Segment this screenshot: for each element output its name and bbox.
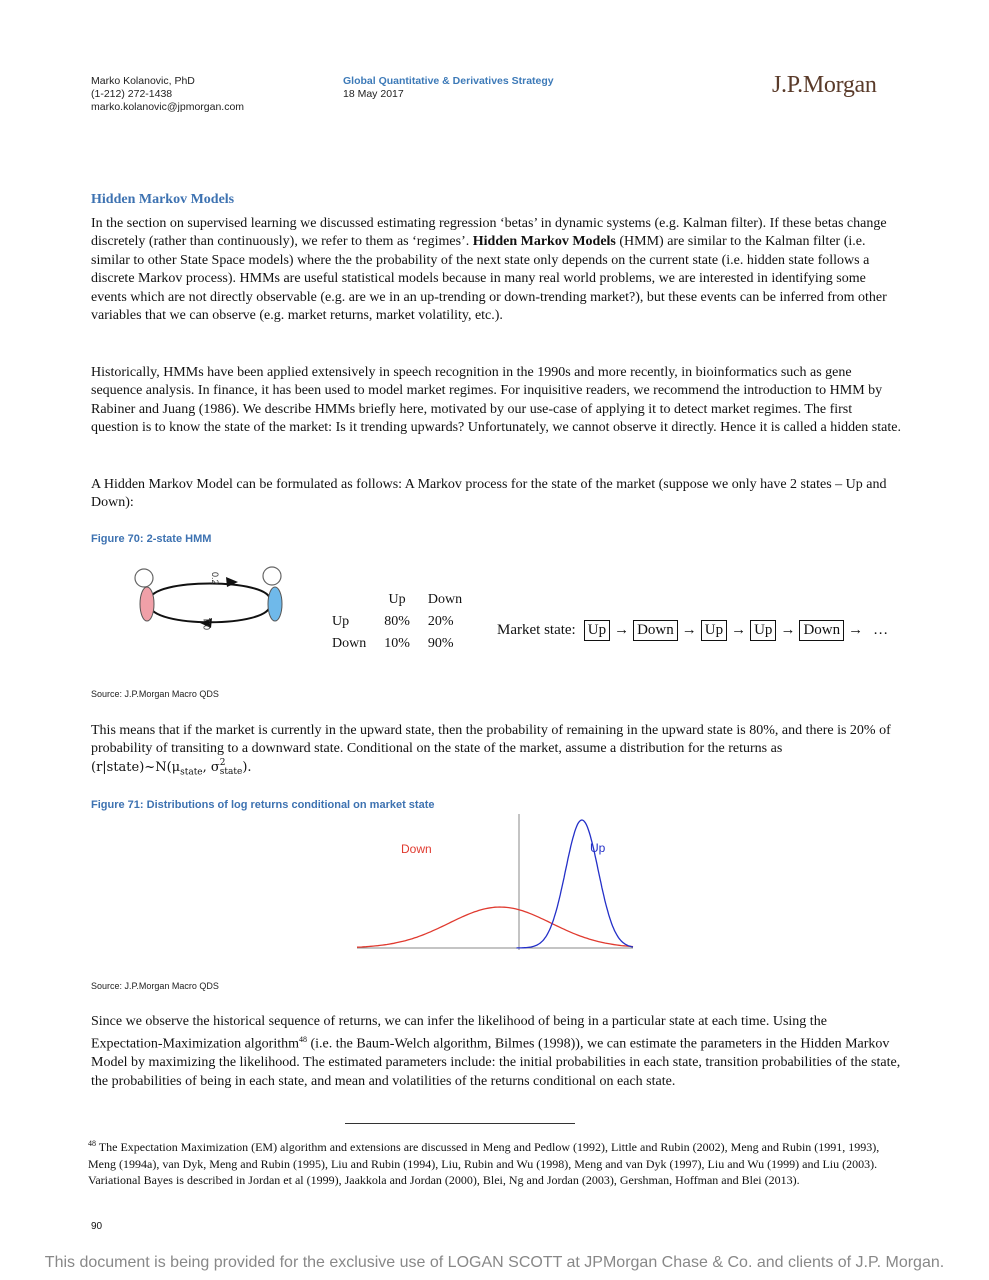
matrix-cell: 10% (384, 636, 410, 651)
paragraph-4 (91, 722, 901, 782)
author-email: marko.kolanovic@jpmorgan.com (91, 101, 245, 113)
state-node-down (140, 587, 154, 621)
state-node-up (268, 587, 282, 621)
figure-70-source: Source: J.P.Morgan Macro QDS (91, 689, 219, 699)
author-block (91, 75, 244, 114)
usage-notice: This document is being provided for the exclusive use of LOGAN SCOTT at JPMorgan Chase & Co. and clients of J.P. Morgan. (44, 1254, 945, 1271)
paragraph-5-text-b: (i.e. the Baum-Welch algorithm, Bilmes (1998)), we can estimate the parameters in the Hidden Markov Model by maximizing the likelihood. The estimated parameters include: the initial probabilities in each state, transition probabilities of the state, the probabilities of being in each state, and mean and volatilities of the returns conditional on each state. (91, 1037, 901, 1089)
paragraph-1-text-b: (HMM) are similar to the Kalman filter (i.e. similar to other State Space models) where the the probability of the next state only depends on the current state (i.e. hidden state follows a discrete Markov process). HMMs are useful statistical models because in many real world problems, we are interested in identifying some events which are not directly observable (e.g. are we in an up-trending or down-trending market?), but these events can be inferred from other variables that we can observe (e.g. market returns, market volatility, etc.). (91, 234, 887, 324)
paragraph-4-text: This means that if the market is currently in the upward state, then the probability of remaining in the upward state is 80%, and there is 20% of probability of transiting to a downward state. Conditional on the state of the market, assume a distribution for the returns as (91, 723, 891, 757)
hmm-state-diagram (120, 560, 300, 645)
matrix-row-label: Down (332, 636, 367, 651)
figure-71-title: Figure 71: Distributions of log returns conditional on market state (91, 799, 435, 811)
footnote (88, 1136, 900, 1189)
author-name: Marko Kolanovic, PhD (91, 75, 195, 87)
paragraph-5-text-a: Since we observe the historical sequence of returns, we can infer the likelihood of being in a particular state at each time. Using the Expectation-Maximization algorithm (91, 1014, 827, 1053)
series-line-down (357, 907, 633, 947)
footnote-text: The Expectation Maximization (EM) algorithm and extensions are discussed in Meng and Pedlow (1992), Little and Rubin (2002), Meng and Rubin (1991, 1993), Meng (1994a), van Dyk, Meng and Rubin (1995), Liu and Rubin (1994), Liu, Rubin and Wu (1998), Meng and van Dyk (1997), Liu and Wu (1999) and Liu (2003). Variational Bayes is described in Jordan et al (1999), Jaakkola and Jordan (2000), Blei, Ng and Jordan (2003), Gershman, Hoffman and Blei (2013). (88, 1140, 880, 1187)
self-loop-left (135, 569, 153, 587)
state-box: Up (701, 620, 727, 641)
state-box: Up (750, 620, 776, 641)
paragraph-1-bold: Hidden Markov Models (472, 234, 616, 250)
strategy-name: Global Quantitative & Derivatives Strategy (343, 75, 554, 87)
matrix-row (324, 634, 470, 654)
arrow-icon: → (780, 622, 796, 638)
paragraph-3: A Hidden Markov Model can be formulated as follows: A Markov process for the state of the market (suppose we only have 2 states – Up and Down): (91, 477, 887, 511)
edge-label-top: 0.2 (210, 572, 220, 585)
transition-up-to-down (150, 584, 270, 601)
footnote-divider (345, 1123, 575, 1124)
distribution-formula: $(r|state)\sim N(\mu_{state}$, σ 2 state ). (91, 757, 252, 778)
author-phone: (1-212) 272-1438 (91, 88, 173, 100)
state-box: Down (799, 620, 844, 641)
matrix-header-row (324, 590, 470, 610)
series-line-up (517, 820, 634, 948)
series-label-down: Down (401, 842, 432, 856)
transition-matrix (322, 588, 472, 656)
state-box: Up (584, 620, 610, 641)
paragraph-1 (91, 215, 901, 325)
paragraph-1-text-a: In the section on supervised learning we discussed estimating regression ‘betas’ in dynamic systems (e.g. Kalman filter). If these betas change discretely (rather than continuously), we refer to them as ‘regimes’. (91, 216, 887, 250)
figure-70-title: Figure 70: 2-state HMM (91, 533, 212, 545)
report-date: 18 May 2017 (343, 88, 404, 100)
figure-71-source: Source: J.P.Morgan Macro QDS (91, 981, 219, 991)
matrix-col-up: Up (388, 592, 406, 607)
matrix-cell: 90% (427, 636, 454, 651)
returns-distribution-chart (355, 812, 635, 954)
arrow-icon: → (731, 622, 747, 638)
matrix-row (324, 612, 470, 632)
arrow-icon: → (614, 622, 630, 638)
market-state-label: Market state: (497, 622, 576, 638)
arrow-icon: → (681, 622, 697, 638)
page-number: 90 (91, 1221, 103, 1232)
matrix-cell: 80% (384, 614, 410, 629)
edge-label-bottom: 0.1 (202, 617, 212, 630)
chain-ellipsis: … (873, 622, 889, 638)
self-loop-right (263, 567, 281, 585)
series-label-up: Up (590, 841, 606, 855)
paragraph-2: Historically, HMMs have been applied extensively in speech recognition in the 1990s and more recently, in bioinformatics such as gene sequence analysis. In finance, it has been used to model market regimes. For inquisitive readers, we recommend the introduction to HMM by Rabiner and Juang (1986). We describe HMMs briefly here, motivated by our use-case of applying it to detect market regimes. The first question is to know the state of the market: Is it trending upwards? Unfortunately, we cannot observe it directly. Hence it is called a hidden state. (91, 365, 901, 436)
arrow-icon: → (848, 622, 864, 638)
footnote-ref: 48 (299, 1035, 307, 1045)
matrix-row-label: Up (332, 614, 350, 629)
footnote-marker: 48 (88, 1139, 96, 1148)
market-state-chain (497, 620, 890, 641)
section-title: Hidden Markov Models (91, 192, 235, 207)
matrix-col-down: Down (427, 592, 463, 607)
paragraph-5 (91, 1013, 901, 1091)
report-info (343, 75, 554, 101)
state-box: Down (633, 620, 678, 641)
jpmorgan-logo: J.P.Morgan (772, 72, 877, 98)
matrix-cell: 20% (427, 614, 454, 629)
